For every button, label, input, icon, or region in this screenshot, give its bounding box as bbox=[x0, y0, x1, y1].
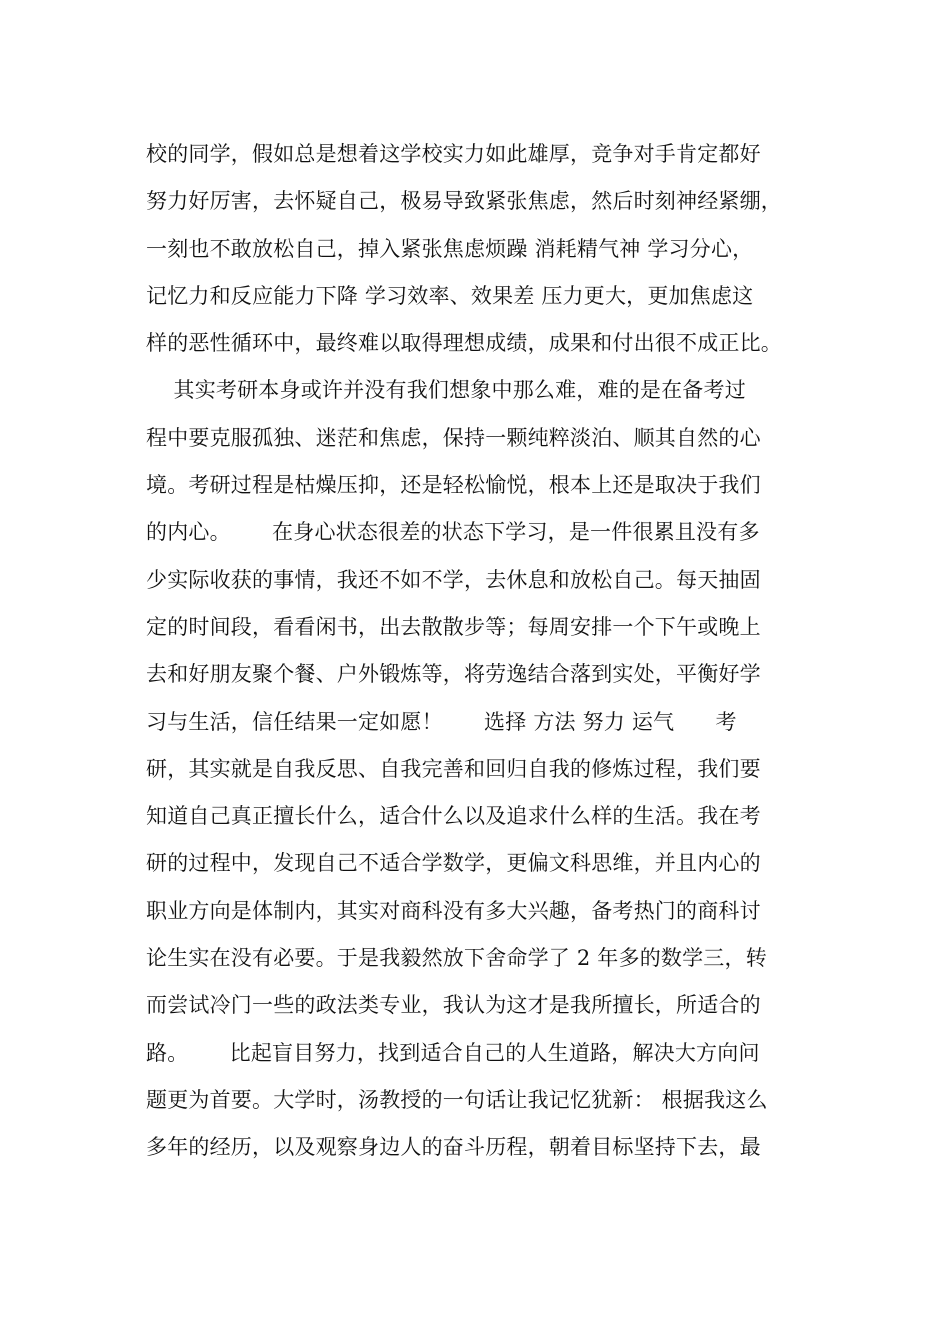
text-line: 校的同学，假如总是想着这学校实力如此雄厚，竞争对手肯定都好 bbox=[146, 142, 761, 166]
text-line: 努力好厉害，去怀疑自己，极易导致紧张焦虑，然后时刻神经紧绷， bbox=[146, 189, 782, 214]
text-line: 多年的经历，以及观察身边人的奋斗历程，朝着目标坚持下去，最 bbox=[146, 1135, 761, 1160]
text-line: 而尝试冷门一些的政法类专业，我认为这才是我所擅长，所适合的 bbox=[146, 993, 761, 1018]
text-line: 职业方向是体制内，其实对商科没有多大兴趣，备考热门的商科讨 bbox=[146, 898, 761, 923]
text-line: 的内心。 在身心状态很差的状态下学习，是一件很累且没有多 bbox=[146, 520, 760, 545]
text-line: 一刻也不敢放松自己，掉入紧张焦虑烦躁 消耗精气神 学习分心， bbox=[146, 236, 754, 261]
text-line: 其实考研本身或许并没有我们想象中那么难，难的是在备考过 bbox=[146, 378, 746, 403]
text-line: 路。 比起盲目努力，找到适合自己的人生道路，解决大方向问 bbox=[146, 1040, 760, 1065]
text-line: 去和好朋友聚个餐、户外锻炼等，将劳逸结合落到实处，平衡好学 bbox=[146, 662, 761, 687]
text-line: 研的过程中，发现自己不适合学数学，更偏文科思维，并且内心的 bbox=[146, 851, 761, 876]
body-text bbox=[146, 131, 826, 1172]
text-line: 程中要克服孤独、迷茫和焦虑，保持一颗纯粹淡泊、顺其自然的心 bbox=[146, 425, 761, 450]
text-line: 题更为首要。大学时，汤教授的一句话让我记忆犹新： 根据我这么 bbox=[146, 1087, 768, 1112]
text-line: 样的恶性循环中，最终难以取得理想成绩，成果和付出很不成正比。 bbox=[146, 331, 782, 356]
text-line: 研，其实就是自我反思、自我完善和回归自我的修炼过程，我们要 bbox=[146, 756, 761, 781]
text-line: 定的时间段，看看闲书，出去散散步等；每周安排一个下午或晚上 bbox=[146, 614, 761, 639]
text-line: 习与生活，信任结果一定如愿！ 选择 方法 努力 运气 考 bbox=[146, 709, 737, 734]
text-line: 知道自己真正擅长什么，适合什么以及追求什么样的生活。我在考 bbox=[146, 804, 761, 829]
text-line: 论生实在没有必要。于是我毅然放下舍命学了 2 年多的数学三，转 bbox=[146, 946, 767, 971]
text-line: 境。考研过程是枯燥压抑，还是轻松愉悦，根本上还是取决于我们 bbox=[146, 473, 761, 498]
text-line: 少实际收获的事情，我还不如不学，去休息和放松自己。每天抽固 bbox=[146, 567, 761, 592]
text-line: 记忆力和反应能力下降 学习效率、效果差 压力更大，更加焦虑这 bbox=[146, 283, 754, 308]
